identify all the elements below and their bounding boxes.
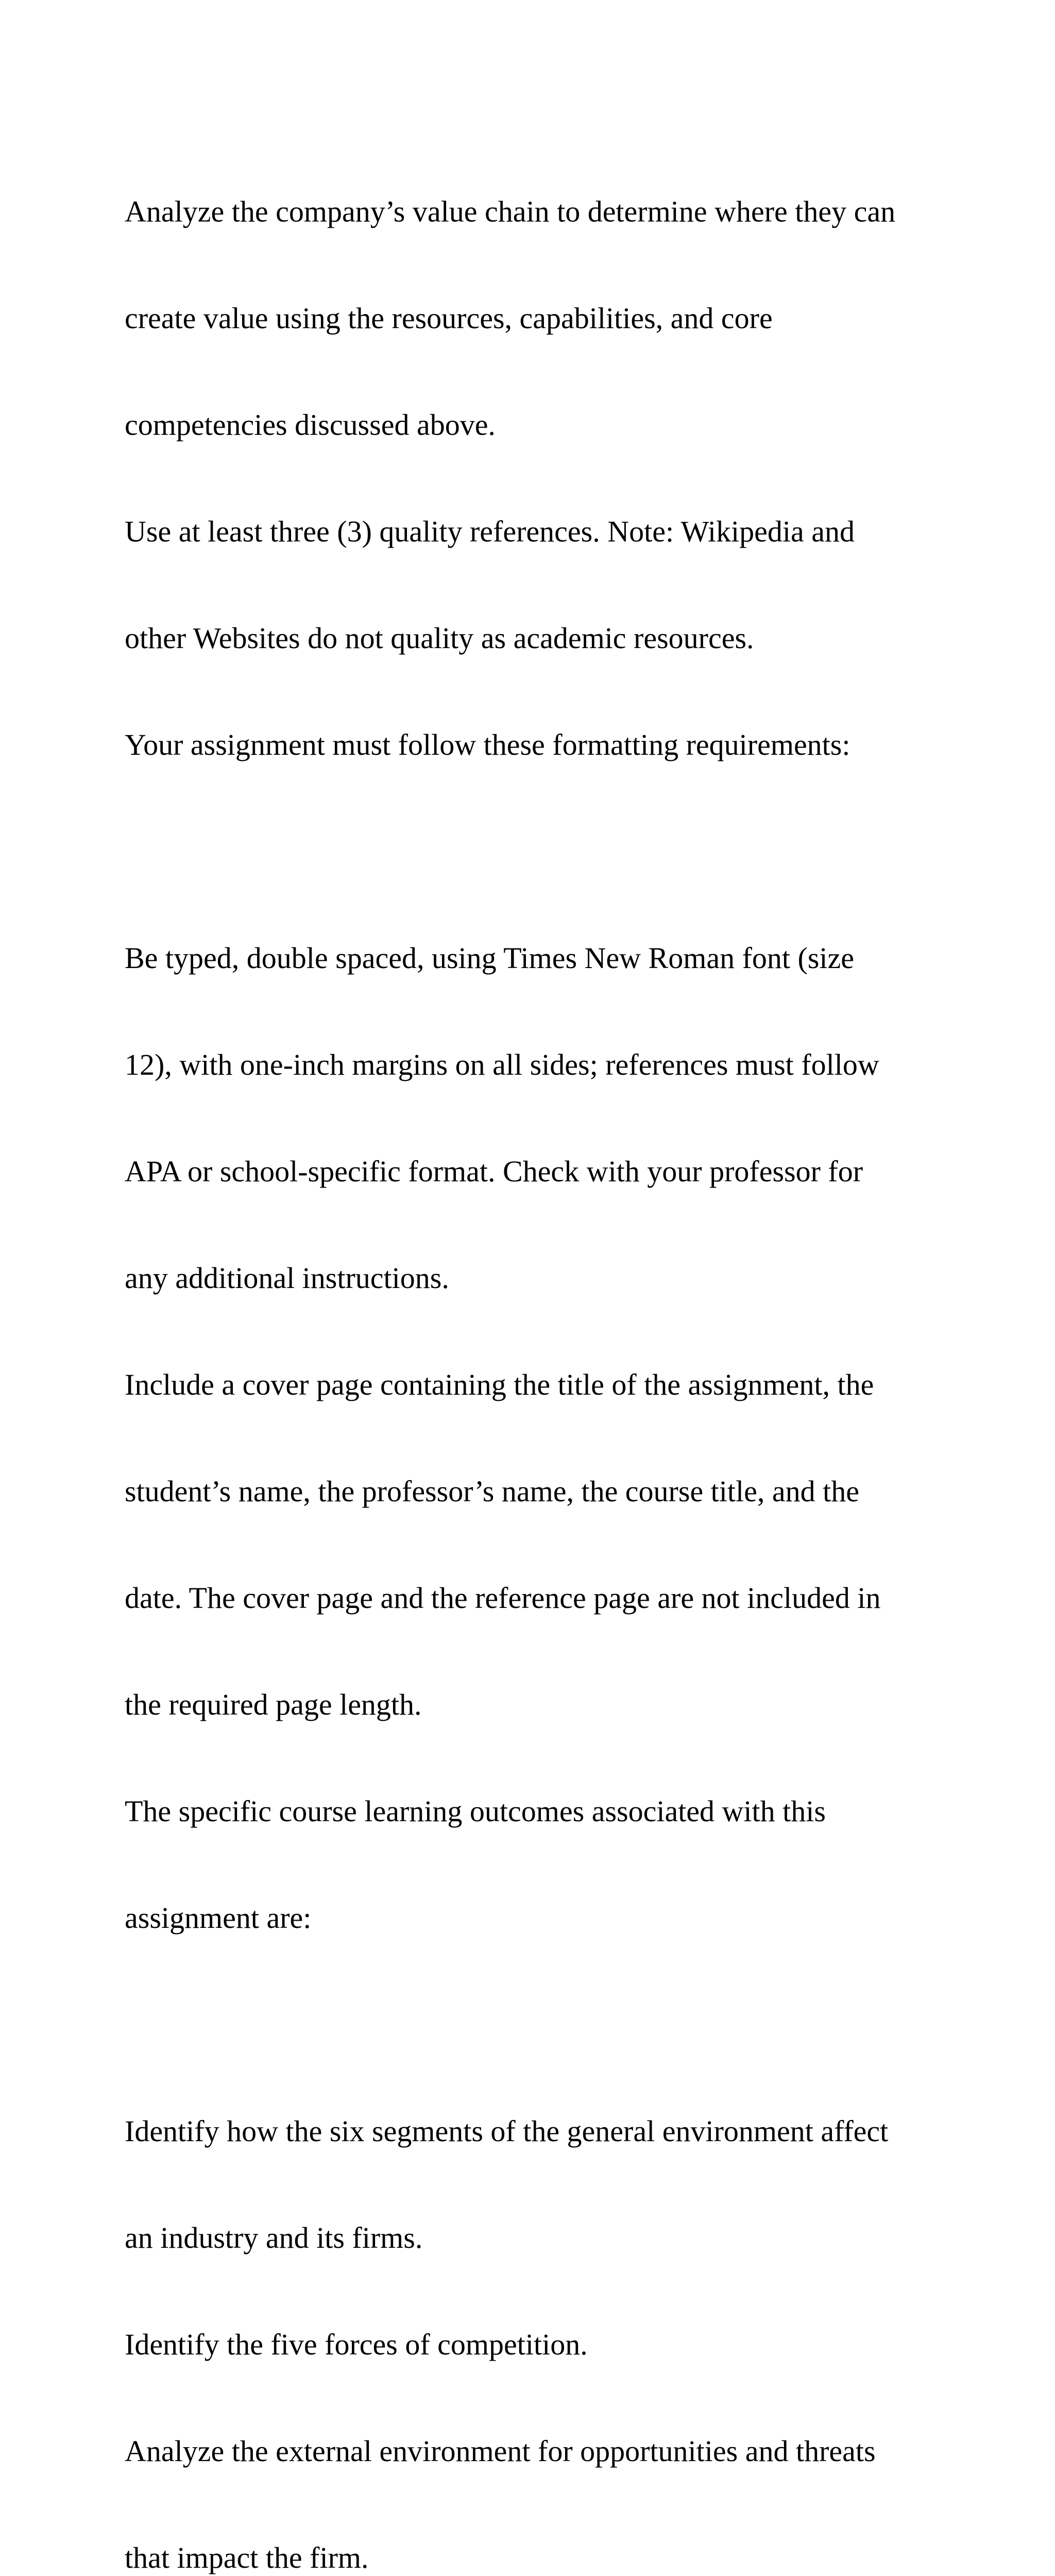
- text-line: student’s name, the professor’s name, the course title, and the: [125, 1475, 859, 1508]
- text-line: Include a cover page containing the title of the assignment, the: [125, 1368, 874, 1401]
- text-line: Analyze the external environment for opportunities and threats: [125, 2434, 876, 2468]
- blank-line: [125, 834, 990, 869]
- text-line: an industry and its firms.: [125, 2221, 423, 2255]
- text-line: Use at least three (3) quality references. Note: Wikipedia and: [125, 515, 855, 548]
- text-line: Your assignment must follow these formatting requirements:: [125, 728, 850, 761]
- text-line: date. The cover page and the reference page are not included in: [125, 1581, 881, 1615]
- text-line: Identify how the six segments of the general environment affect: [125, 2114, 889, 2148]
- blank-line: [125, 2007, 990, 2042]
- text-line: Identify the five forces of competition.: [125, 2328, 588, 2361]
- text-line: The specific course learning outcomes associated with this: [125, 1794, 826, 1828]
- text-line: Analyze the company’s value chain to determine where they can: [125, 195, 896, 228]
- document-body: [125, 123, 990, 2576]
- text-line: that impact the firm.: [125, 2541, 369, 2574]
- text-line: APA or school-specific format. Check with your professor for: [125, 1155, 863, 1188]
- text-line: create value using the resources, capabilities, and core: [125, 301, 773, 335]
- text-line: any additional instructions.: [125, 1261, 449, 1295]
- text-line: other Websites do not quality as academic resources.: [125, 621, 754, 655]
- text-line: the required page length.: [125, 1688, 422, 1721]
- text-line: 12), with one-inch margins on all sides; references must follow: [125, 1048, 879, 1081]
- text-line: Be typed, double spaced, using Times New Roman font (size: [125, 941, 854, 975]
- text-line: assignment are:: [125, 1901, 312, 1935]
- text-line: competencies discussed above.: [125, 408, 496, 442]
